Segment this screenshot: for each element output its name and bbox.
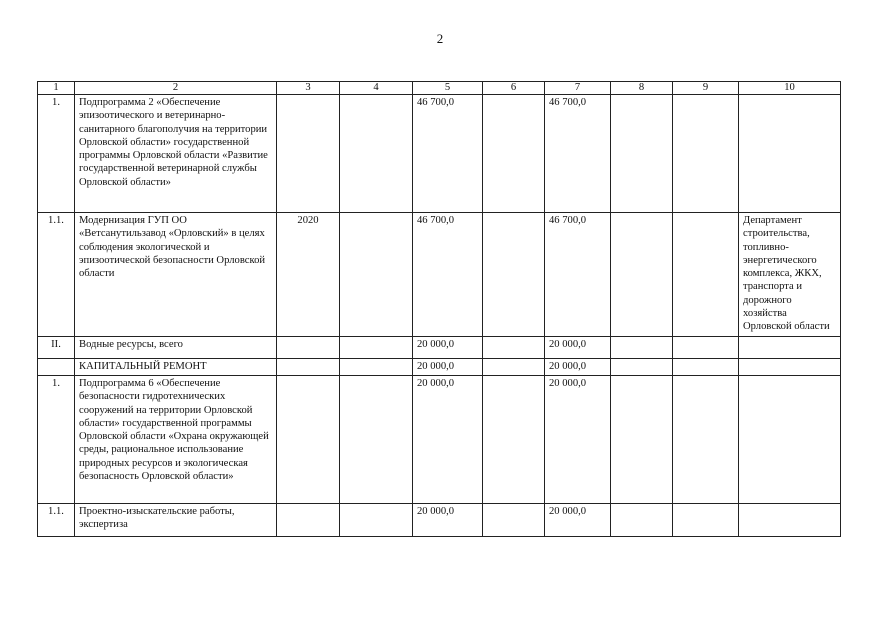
row-year (277, 358, 340, 375)
row-responsible: Департамент строительства, топливно-энергетического комплекса, ЖКХ, транспорта и дорожного хозяйства Орловской области (739, 213, 841, 337)
budget-table (37, 81, 841, 537)
column-header: 9 (673, 82, 739, 95)
row-cell (611, 503, 673, 536)
row-responsible (739, 336, 841, 358)
row-name: Проектно-изыскательские работы, экспертиза (75, 503, 277, 536)
table-row (38, 336, 841, 358)
row-number: 1.1. (38, 213, 75, 337)
row-name: Подпрограмма 6 «Обеспечение безопасности гидротехнических сооружений на территории Орловской области» государственной программы Орловской области «Охрана окружающей среды, рациональное использование природных ресурсов и экологическая безопасность Орловской области» (75, 375, 277, 503)
row-amount: 20 000,0 (413, 375, 483, 503)
table-row (38, 503, 841, 536)
row-cell (340, 503, 413, 536)
column-header: 5 (413, 82, 483, 95)
row-cell (483, 503, 545, 536)
row-responsible (739, 95, 841, 213)
row-year (277, 95, 340, 213)
row-amount: 20 000,0 (545, 336, 611, 358)
row-cell (483, 95, 545, 213)
row-cell (340, 213, 413, 337)
row-cell (611, 213, 673, 337)
row-name: Подпрограмма 2 «Обеспечение эпизоотического и ветеринарно-санитарного благополучия на территории Орловской области» государственной программы Орловской области «Развитие государственной ветеринарной службы Орловской области» (75, 95, 277, 213)
column-header: 7 (545, 82, 611, 95)
row-cell (483, 358, 545, 375)
row-responsible (739, 503, 841, 536)
row-number: 1. (38, 375, 75, 503)
row-cell (483, 336, 545, 358)
row-cell (611, 336, 673, 358)
row-name: КАПИТАЛЬНЫЙ РЕМОНТ (75, 358, 277, 375)
table-header-row (38, 82, 841, 95)
row-cell (611, 375, 673, 503)
row-cell (673, 336, 739, 358)
row-amount: 46 700,0 (413, 95, 483, 213)
row-number (38, 358, 75, 375)
row-cell (483, 375, 545, 503)
row-amount: 20 000,0 (545, 375, 611, 503)
row-number: 1. (38, 95, 75, 213)
row-number: 1.1. (38, 503, 75, 536)
row-cell (673, 375, 739, 503)
row-cell (340, 358, 413, 375)
row-amount: 46 700,0 (413, 213, 483, 337)
row-amount: 20 000,0 (413, 358, 483, 375)
row-amount: 46 700,0 (545, 213, 611, 337)
column-header: 3 (277, 82, 340, 95)
row-amount: 20 000,0 (545, 503, 611, 536)
row-cell (483, 213, 545, 337)
row-responsible (739, 358, 841, 375)
row-cell (673, 95, 739, 213)
row-cell (611, 358, 673, 375)
row-cell (673, 213, 739, 337)
row-amount: 20 000,0 (413, 336, 483, 358)
page-number: 2 (436, 31, 444, 46)
row-amount: 46 700,0 (545, 95, 611, 213)
row-number: II. (38, 336, 75, 358)
column-header: 10 (739, 82, 841, 95)
table-row (38, 358, 841, 375)
row-cell (673, 358, 739, 375)
row-cell (340, 375, 413, 503)
row-year (277, 336, 340, 358)
row-cell (611, 95, 673, 213)
row-name: Модернизация ГУП ОО «Ветсанутильзавод «Орловский» в целях соблюдения экологической и эпизоотической безопасности Орловской области (75, 213, 277, 337)
column-header: 8 (611, 82, 673, 95)
row-cell (340, 336, 413, 358)
row-year: 2020 (277, 213, 340, 337)
row-year (277, 503, 340, 536)
row-year (277, 375, 340, 503)
table-row (38, 95, 841, 213)
row-cell (673, 503, 739, 536)
row-cell (340, 95, 413, 213)
row-name: Водные ресурсы, всего (75, 336, 277, 358)
column-header: 4 (340, 82, 413, 95)
row-amount: 20 000,0 (545, 358, 611, 375)
row-responsible (739, 375, 841, 503)
row-amount: 20 000,0 (413, 503, 483, 536)
table-row (38, 375, 841, 503)
table-row (38, 213, 841, 337)
column-header: 1 (38, 82, 75, 95)
column-header: 6 (483, 82, 545, 95)
column-header: 2 (75, 82, 277, 95)
